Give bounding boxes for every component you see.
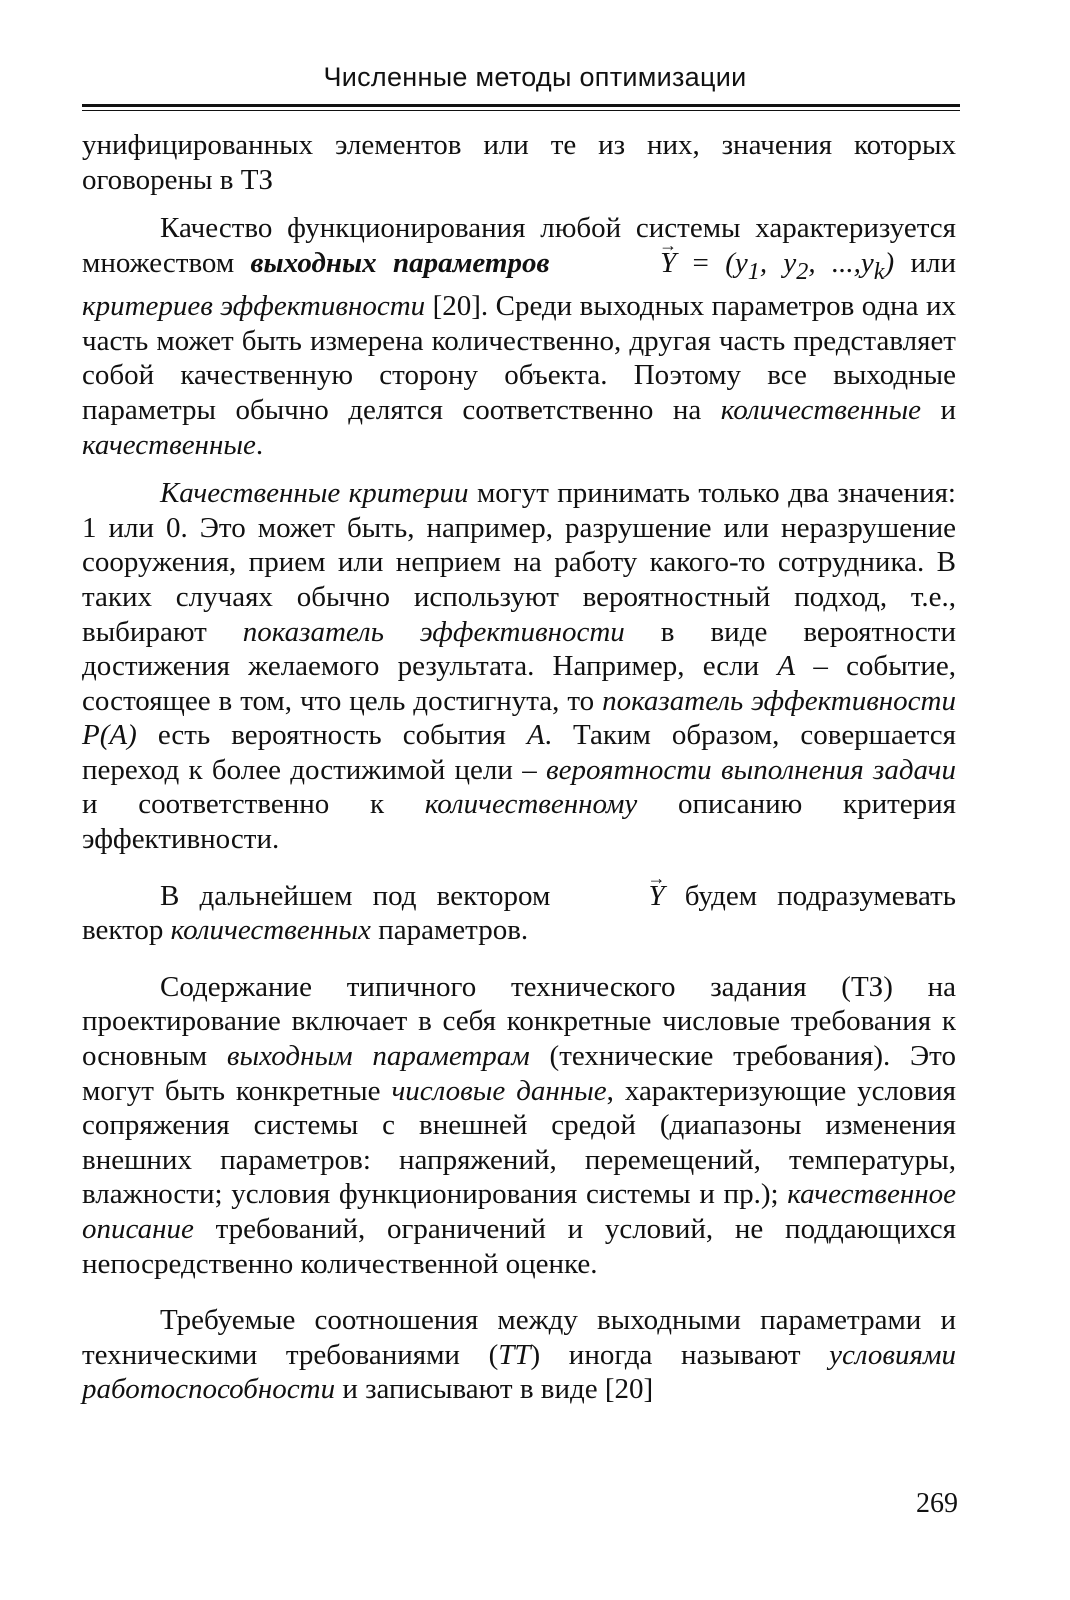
paragraph-output-parameters [82,211,956,462]
paragraph-continued [82,128,956,197]
term-italic: числовые данные [391,1074,607,1107]
term-italic: выходным параметрам [226,1040,530,1073]
text-run: или [894,246,956,279]
text-run: ) иногда называют [530,1338,830,1371]
paragraph-vector-definition [82,879,956,948]
text-run: есть вероятность события [136,719,527,752]
running-head: Численные методы оптимизации [323,62,747,92]
text-run: требований, ограничений и условий, не поддающихся непосредственно количественной оценке. [82,1213,956,1280]
text-run: могут принимать только два значения: 1 или 0. Это может быть, например, разрушение или неразрушение сооружения, прием или неприем на работу какого-то сотрудника. В таких случаях обычно используют вероятностный подход, т.е., выбирают [82,477,956,648]
text-run: , характеризующие условия сопряжения системы с внешней средой (диапазоны изменения внешних параметров: напряжений, перемещений, температуры, влажности; условия функционирования системы и пр.); [82,1074,956,1211]
term-italic: А [526,719,545,752]
term-italic: количественных [170,914,371,947]
text-run: и записывают в виде [20] [335,1373,654,1406]
text-run: = [676,246,726,279]
term-italic: А [777,650,796,683]
paragraph-operability-conditions [82,1303,956,1407]
term-italic: качественное описание [82,1178,956,1246]
formula-part: (y [725,246,748,279]
text-run: . [255,428,264,461]
text-run: и [921,393,956,426]
term-italic: ТТ [498,1338,531,1371]
term-italic: показатель эффективности Р(А) [82,684,956,752]
text-run: и соответственно к [82,788,425,821]
text-run: В дальнейшем под вектором [160,879,571,912]
term-italic: критериев эффективности [82,290,426,323]
text-run: Качество функционирования любой системы характеризуется множеством [82,212,956,279]
header-rule-thin [82,110,960,111]
term-italic: вероятности выполнения задачи [545,753,956,786]
formula-part: ) [884,246,895,279]
term-italic: количественному [424,788,638,821]
formula-part: , ...,y [808,246,874,279]
text-run: унифицированных элементов или те из них, значения которых оговорены в ТЗ [82,129,956,196]
formula-subscript: k [873,257,885,285]
term-italic: условиями работоспособности [82,1338,956,1406]
text-run: (технические требования). Это могут быть конкретные [82,1040,956,1107]
text-run: – событие, состоящее в том, что цель достигнута, то [82,650,956,717]
text-run: будем подразумевать вектор [82,879,956,947]
term-italic: качественные [82,428,256,461]
paragraph-qualitative-criteria [82,476,956,857]
text-run: в виде вероятности достижения желаемого результата. Например, если [82,615,957,683]
paragraph-technical-specification [82,970,956,1281]
term-italic: Качественные критерии [160,477,469,510]
term-italic: количественные [720,393,922,426]
text-run: [20]. Среди выходных параметров одна их часть может быть измерена количественно, другая часть представляет собой качественную сторону объекта. Поэтому все выходные параметры обычно делятся соответственно на [82,290,956,426]
text-run: описанию критерия эффективности. [82,788,956,856]
body-text [82,128,956,1407]
term-bold-italic: выходных параметров [250,246,550,279]
text-run: Требуемые соотношения между выходными параметрами и техническими требованиями ( [82,1304,956,1371]
formula-part: , y [759,246,797,279]
vector-symbol: → Y [582,246,676,281]
text-run: Содержание типичного технического задания (ТЗ) на проектирование включает в себя конкретные числовые требования к основным [82,970,956,1073]
text-run: параметров. [370,914,529,947]
formula-subscript: 2 [796,257,809,285]
term-italic: показатель эффективности [242,615,625,648]
vector-symbol: → Y [570,879,664,914]
text-run: . Таким образом, совершается переход к более достижимой цели – [82,719,956,786]
formula-subscript: 1 [747,257,760,285]
page-number: 269 [916,1488,958,1519]
header-rule-thick [82,104,960,107]
